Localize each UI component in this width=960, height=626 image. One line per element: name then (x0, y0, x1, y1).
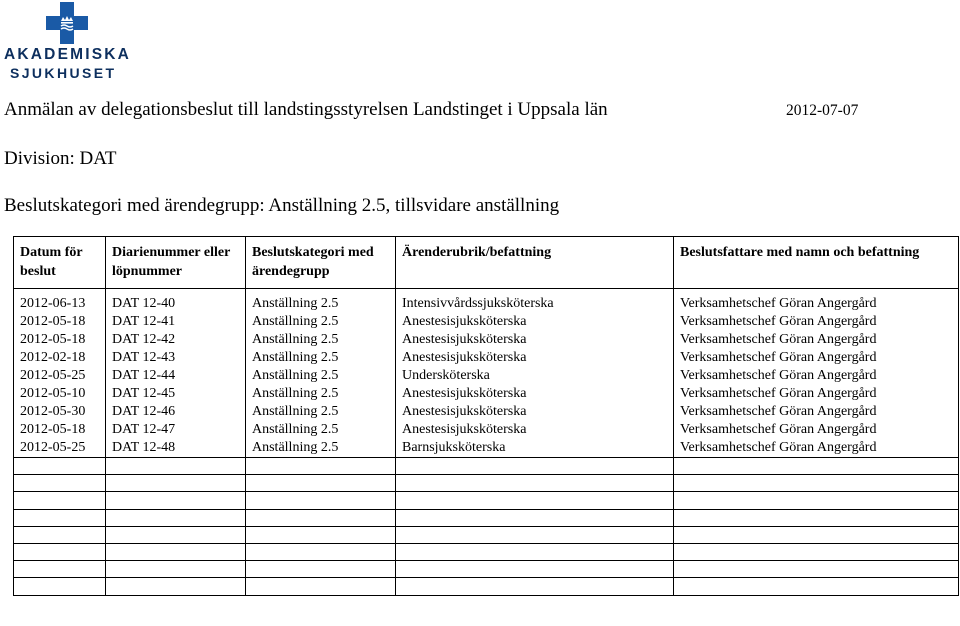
cell-date: 2012-05-10 (14, 385, 106, 403)
empty-cell (396, 492, 674, 509)
empty-cell (246, 526, 396, 543)
table-row (14, 289, 959, 314)
empty-cell (396, 526, 674, 543)
cell-position: Undersköterska (396, 367, 674, 385)
cell-position: Intensivvårdssjuksköterska (396, 289, 674, 314)
cell-diary-number: DAT 12-46 (106, 403, 246, 421)
cell-date: 2012-05-18 (14, 331, 106, 349)
cell-date: 2012-06-13 (14, 289, 106, 314)
column-header-diary-number: Diarienummer eller löpnummer (106, 237, 246, 289)
empty-cell (674, 561, 959, 578)
cell-decision-maker: Verksamhetschef Göran Angergård (674, 439, 959, 458)
cell-position: Anestesisjuksköterska (396, 385, 674, 403)
cell-category: Anställning 2.5 (246, 367, 396, 385)
empty-cell (14, 475, 106, 492)
report-date: 2012-07-07 (786, 102, 859, 119)
cell-diary-number: DAT 12-45 (106, 385, 246, 403)
empty-cell (674, 578, 959, 595)
cell-position: Anestesisjuksköterska (396, 331, 674, 349)
table-row (14, 421, 959, 439)
report-title: Anmälan av delegationsbeslut till landstingsstyrelsen Landstinget i Uppsala län (4, 99, 608, 120)
logo-text-line2: SJUKHUSET (10, 65, 117, 81)
cell-category: Anställning 2.5 (246, 289, 396, 314)
decision-table (13, 236, 959, 596)
division-label: Division: DAT (4, 148, 117, 169)
cell-category: Anställning 2.5 (246, 349, 396, 367)
cell-decision-maker: Verksamhetschef Göran Angergård (674, 313, 959, 331)
cell-diary-number: DAT 12-42 (106, 331, 246, 349)
logo-text-line1: AKADEMISKA (4, 46, 132, 63)
empty-cell (246, 543, 396, 560)
empty-cell (396, 475, 674, 492)
empty-cell (674, 458, 959, 475)
empty-cell (14, 526, 106, 543)
cell-date: 2012-05-25 (14, 439, 106, 458)
cell-date: 2012-05-18 (14, 313, 106, 331)
empty-cell (106, 561, 246, 578)
cell-diary-number: DAT 12-47 (106, 421, 246, 439)
empty-cell (396, 543, 674, 560)
table-row (14, 331, 959, 349)
empty-cell (106, 509, 246, 526)
cell-category: Anställning 2.5 (246, 331, 396, 349)
category-label: Beslutskategori med ärendegrupp: Anställning 2.5, tillsvidare anställning (4, 195, 560, 216)
cell-position: Anestesisjuksköterska (396, 313, 674, 331)
empty-cell (246, 492, 396, 509)
cross-logo-icon (46, 2, 88, 44)
empty-cell (396, 509, 674, 526)
cell-date: 2012-05-25 (14, 367, 106, 385)
cell-diary-number: DAT 12-41 (106, 313, 246, 331)
empty-table-row (14, 475, 959, 492)
empty-table-row (14, 526, 959, 543)
table-row (14, 439, 959, 458)
empty-cell (396, 578, 674, 595)
empty-cell (674, 526, 959, 543)
empty-cell (246, 475, 396, 492)
empty-cell (246, 561, 396, 578)
empty-table-row (14, 561, 959, 578)
empty-cell (106, 526, 246, 543)
cell-category: Anställning 2.5 (246, 439, 396, 458)
cell-position: Anestesisjuksköterska (396, 421, 674, 439)
cell-diary-number: DAT 12-40 (106, 289, 246, 314)
empty-table-row (14, 578, 959, 595)
empty-cell (14, 458, 106, 475)
cell-decision-maker: Verksamhetschef Göran Angergård (674, 289, 959, 314)
empty-cell (674, 475, 959, 492)
cell-decision-maker: Verksamhetschef Göran Angergård (674, 349, 959, 367)
empty-cell (14, 561, 106, 578)
cell-position: Anestesisjuksköterska (396, 349, 674, 367)
cell-diary-number: DAT 12-43 (106, 349, 246, 367)
column-header-category: Beslutskategori med ärendegrupp (246, 237, 396, 289)
empty-cell (14, 492, 106, 509)
empty-cell (14, 578, 106, 595)
cell-diary-number: DAT 12-44 (106, 367, 246, 385)
empty-cell (674, 543, 959, 560)
empty-table-row (14, 509, 959, 526)
empty-cell (246, 578, 396, 595)
cell-position: Barnsjuksköterska (396, 439, 674, 458)
cell-decision-maker: Verksamhetschef Göran Angergård (674, 331, 959, 349)
empty-cell (674, 492, 959, 509)
cell-category: Anställning 2.5 (246, 421, 396, 439)
cell-category: Anställning 2.5 (246, 385, 396, 403)
empty-table-row (14, 492, 959, 509)
column-header-date: Datum för beslut (14, 237, 106, 289)
cell-decision-maker: Verksamhetschef Göran Angergård (674, 367, 959, 385)
cell-date: 2012-05-18 (14, 421, 106, 439)
cell-category: Anställning 2.5 (246, 403, 396, 421)
table-row (14, 385, 959, 403)
cell-decision-maker: Verksamhetschef Göran Angergård (674, 403, 959, 421)
cell-category: Anställning 2.5 (246, 313, 396, 331)
empty-cell (396, 458, 674, 475)
empty-table-row (14, 543, 959, 560)
column-header-decision-maker: Beslutsfattare med namn och befattning (674, 237, 959, 289)
table-row (14, 313, 959, 331)
table-row (14, 367, 959, 385)
empty-cell (106, 578, 246, 595)
empty-cell (14, 509, 106, 526)
empty-cell (14, 543, 106, 560)
cell-date: 2012-02-18 (14, 349, 106, 367)
empty-cell (246, 458, 396, 475)
table-row (14, 403, 959, 421)
empty-cell (106, 492, 246, 509)
empty-table-row (14, 458, 959, 475)
empty-cell (396, 561, 674, 578)
cell-date: 2012-05-30 (14, 403, 106, 421)
empty-cell (246, 509, 396, 526)
cell-diary-number: DAT 12-48 (106, 439, 246, 458)
empty-cell (106, 475, 246, 492)
table-row (14, 349, 959, 367)
table-header-row (14, 237, 959, 289)
cell-position: Anestesisjuksköterska (396, 403, 674, 421)
empty-cell (106, 543, 246, 560)
empty-cell (106, 458, 246, 475)
cell-decision-maker: Verksamhetschef Göran Angergård (674, 421, 959, 439)
hospital-logo (2, 2, 132, 82)
column-header-position: Ärenderubrik/befattning (396, 237, 674, 289)
empty-cell (674, 509, 959, 526)
cell-decision-maker: Verksamhetschef Göran Angergård (674, 385, 959, 403)
